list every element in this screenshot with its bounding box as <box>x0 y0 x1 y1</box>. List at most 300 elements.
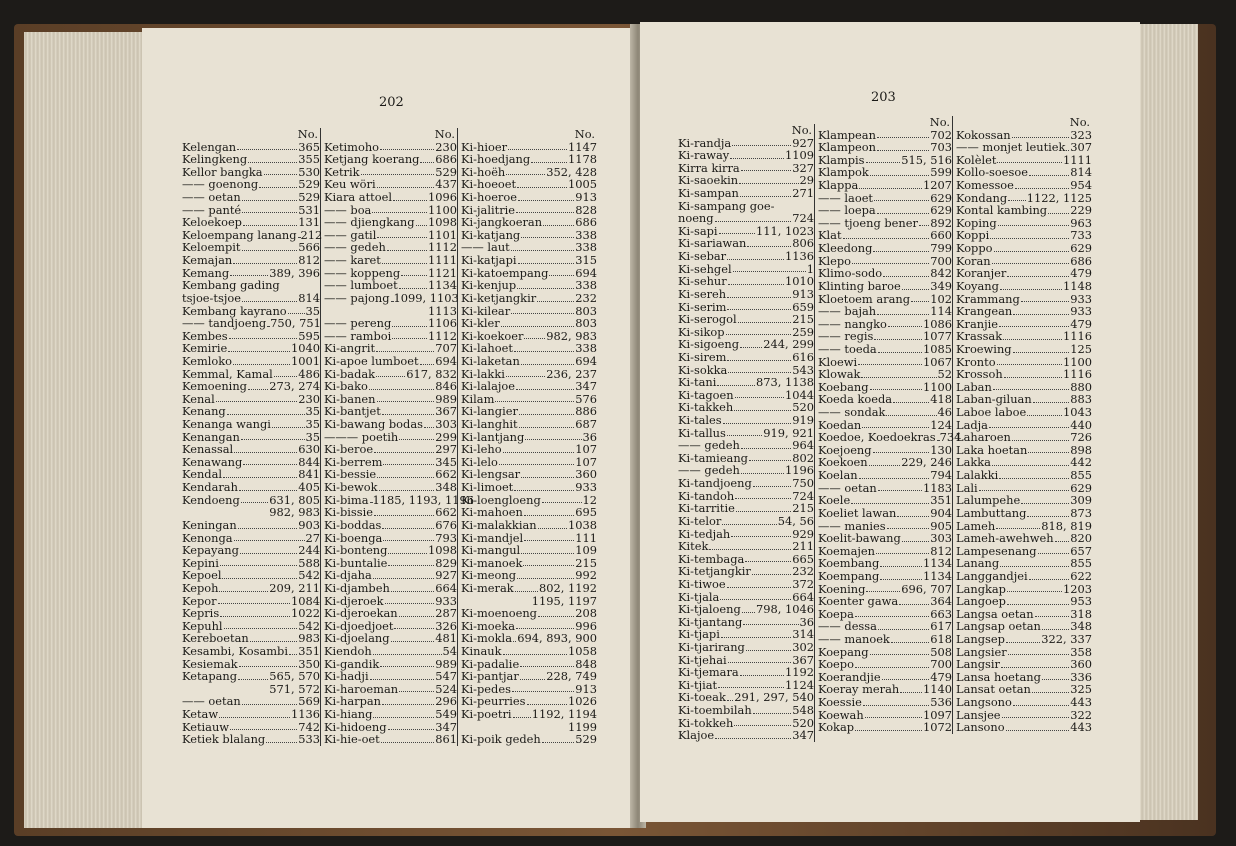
leader-dots <box>877 129 929 139</box>
entry-number: 347 <box>792 728 814 743</box>
entry-name: Ki-serim <box>678 299 727 314</box>
index-entry <box>461 153 597 166</box>
entry-number: 12 <box>582 492 597 507</box>
index-entry <box>956 469 1092 482</box>
entry-number: 703 <box>930 140 952 155</box>
leader-dots <box>376 342 434 352</box>
leader-dots <box>385 595 435 605</box>
entry-name: Ki-tokkeh <box>678 715 734 730</box>
leader-dots <box>462 721 567 731</box>
entry-name: Ki-langhit <box>461 417 518 432</box>
index-entry <box>818 430 962 445</box>
leader-dots <box>851 494 929 504</box>
entry-name: Ketrik <box>324 164 360 179</box>
leader-dots <box>1028 444 1069 454</box>
entry-number: 861 <box>435 732 457 747</box>
leader-dots <box>183 506 268 516</box>
leader-dots <box>989 419 1069 429</box>
index-entry <box>818 368 952 381</box>
leader-dots <box>531 153 567 163</box>
index-entry <box>956 242 1092 255</box>
entry-name: Kranjie <box>956 316 998 331</box>
entry-number: 873, 1138 <box>756 375 814 390</box>
entry-number: 1199 <box>568 719 597 734</box>
entry-number: 314 <box>792 627 814 642</box>
entry-name: Klowak <box>818 367 861 382</box>
entry-number: 1112 <box>428 240 457 255</box>
entry-name: Koepa <box>818 606 854 621</box>
entry-number: 622 <box>1070 568 1092 583</box>
leader-dots <box>1008 646 1070 656</box>
entry-number: 531 <box>298 202 320 217</box>
leader-dots <box>721 628 791 638</box>
entry-name: —— koppeng <box>324 265 401 280</box>
entry-number: 1077 <box>923 329 952 344</box>
entry-number: 229 <box>1070 203 1092 218</box>
entry-number: 515, 516 <box>901 152 952 167</box>
index-entry <box>324 519 457 532</box>
leader-dots <box>382 405 434 415</box>
leader-dots <box>233 355 290 365</box>
index-entry <box>818 595 952 608</box>
index-entry <box>461 317 597 330</box>
entry-name: Krangean <box>956 304 1013 319</box>
entry-number: 694 <box>575 353 597 368</box>
leader-dots <box>223 468 297 478</box>
entry-name: —— lumboet <box>324 278 398 293</box>
leader-dots <box>877 204 930 214</box>
leader-dots <box>752 565 791 575</box>
leader-dots <box>1012 431 1069 441</box>
leader-dots <box>873 242 929 252</box>
index-entry <box>182 670 320 683</box>
entry-name: Koele <box>818 493 851 508</box>
entry-number: 1022 <box>291 606 320 621</box>
entry-name: Koppi <box>956 228 990 243</box>
leader-dots <box>1001 658 1069 668</box>
entry-name: Ki-hadji <box>324 669 369 684</box>
leader-dots <box>882 671 930 681</box>
leader-dots <box>1002 709 1070 719</box>
leader-dots <box>902 532 929 542</box>
leader-dots <box>728 654 792 664</box>
leader-dots <box>372 204 427 214</box>
entry-number: 694 <box>575 265 597 280</box>
entry-number: 1058 <box>568 643 597 658</box>
index-entry <box>324 544 457 557</box>
entry-number: 933 <box>575 480 597 495</box>
entry-number: 1147 <box>568 139 597 154</box>
leader-dots <box>238 670 268 680</box>
entry-name: Ki-tiwoe <box>678 576 726 591</box>
leader-dots <box>416 216 427 226</box>
leader-dots <box>542 733 575 743</box>
entry-name: —— pereng <box>324 316 392 331</box>
entry-name: Ki-limoet <box>461 480 514 495</box>
entry-number: 1101 <box>428 227 457 242</box>
leader-dots <box>880 570 922 580</box>
leader-dots <box>374 506 434 516</box>
leader-dots <box>1021 494 1069 504</box>
entry-number: 35 <box>305 303 320 318</box>
index-entry <box>324 153 457 166</box>
leader-dots <box>538 607 574 617</box>
entry-number: 842 <box>930 266 952 281</box>
entry-number: 536 <box>930 695 952 710</box>
leader-dots <box>520 670 546 680</box>
entry-number: 599 <box>930 165 952 180</box>
left-page <box>142 28 637 828</box>
index-entry <box>324 418 457 431</box>
entry-number: 325 <box>1070 682 1092 697</box>
entry-name: —— nangko <box>818 316 887 331</box>
entry-name: Laboe laboe <box>956 405 1027 420</box>
entry-name: Ki-poik gedeh <box>461 732 541 747</box>
entry-number: 367 <box>792 652 814 667</box>
entry-number: 687 <box>575 417 597 432</box>
leader-dots <box>517 178 567 188</box>
leader-dots <box>1038 545 1070 555</box>
entry-name: Ki-malakkian <box>461 517 537 532</box>
entry-number: 953 <box>1070 594 1092 609</box>
leader-dots <box>997 154 1062 164</box>
entry-number: 418 <box>930 392 952 407</box>
leader-dots <box>718 679 784 689</box>
page-edges-right <box>1136 24 1198 820</box>
entry-number: 54, 56 <box>777 513 814 528</box>
entry-name: Langsir <box>956 657 1000 672</box>
entry-name: Krassak <box>956 329 1003 344</box>
entry-number: 351 <box>930 493 952 508</box>
entry-number: 1113 <box>428 303 457 318</box>
entry-name: Kiendoh <box>324 643 372 658</box>
entry-name: Kereboetan <box>182 631 249 646</box>
column-header: No. <box>574 127 595 141</box>
entry-number: 232 <box>575 290 597 305</box>
index-entry <box>461 355 597 368</box>
entry-number: 566 <box>298 240 320 255</box>
index-entry <box>324 443 457 456</box>
entry-name: Ki-katjapi <box>461 253 517 268</box>
leader-dots <box>727 250 784 260</box>
leader-dots <box>740 187 791 197</box>
entry-number: 1134 <box>923 568 952 583</box>
entry-number: 905 <box>930 518 952 533</box>
entry-name: Kendal <box>182 467 223 482</box>
index-entry <box>324 582 457 595</box>
entry-number: 799 <box>930 241 952 256</box>
entry-name: Ki-hoeoet <box>461 177 517 192</box>
entry-number: 1096 <box>428 190 457 205</box>
page-number: 202 <box>379 95 404 110</box>
leader-dots <box>1012 129 1070 139</box>
entry-name: Ki-takkeh <box>678 400 734 415</box>
index-entry <box>182 519 320 532</box>
leader-dots <box>886 406 936 416</box>
entry-name: Klat <box>818 228 842 243</box>
leader-dots <box>230 267 268 277</box>
entry-name: Ki-harpan <box>324 694 381 709</box>
index-entry <box>324 191 457 204</box>
entry-number: 309 <box>1070 493 1092 508</box>
entry-name: —— laoet <box>818 190 874 205</box>
leader-dots <box>392 317 427 327</box>
leader-dots <box>266 733 297 743</box>
entry-name: —— ramboi <box>324 328 392 343</box>
leader-dots <box>874 330 922 340</box>
entry-name: Kemoening <box>182 379 247 394</box>
entry-number: 1043 <box>1063 405 1092 420</box>
entry-number: 130 <box>930 442 952 457</box>
leader-dots <box>392 330 427 340</box>
index-entry <box>324 607 457 620</box>
entry-name: Lampesenang <box>956 543 1037 558</box>
leader-dots <box>753 704 792 714</box>
entry-name: —— gedeh <box>678 438 740 453</box>
entry-name: —— tjoeng bener <box>818 215 918 230</box>
leader-dots <box>919 217 929 227</box>
leader-dots <box>861 368 936 378</box>
entry-name: —— bajah <box>818 304 877 319</box>
entry-name: Kelingkeng <box>182 152 248 167</box>
entry-name: Kenal <box>182 391 215 406</box>
entry-number: 529 <box>575 732 597 747</box>
entry-number: 964 <box>792 438 814 453</box>
leader-dots <box>248 153 297 163</box>
entry-name: Klappa <box>818 178 859 193</box>
entry-name: Ki-randja <box>678 135 732 150</box>
entry-name: Ki-ketjangkir <box>461 290 537 305</box>
entry-name: Koewah <box>818 707 864 722</box>
entry-name: Kepini <box>182 555 219 570</box>
entry-number: 440 <box>1070 417 1092 432</box>
index-entry <box>818 633 952 646</box>
leader-dots <box>720 591 791 601</box>
entry-name: Kleedong <box>818 241 873 256</box>
leader-dots <box>743 616 798 626</box>
leader-dots <box>424 418 434 428</box>
entry-name: Ki-toembilah <box>678 703 752 718</box>
index-entry <box>324 670 457 683</box>
leader-dots <box>373 708 434 718</box>
entry-name: Ki-bewok <box>324 480 378 495</box>
entry-number: 676 <box>435 517 457 532</box>
entry-number: 883 <box>1070 392 1092 407</box>
entry-name: Ki-tjaloeng <box>678 602 741 617</box>
entry-name: Kroewing <box>956 341 1012 356</box>
index-entry <box>461 191 597 204</box>
index-column-1 <box>678 124 815 742</box>
entry-name: Kenawang <box>182 454 243 469</box>
entry-number: 479 <box>1070 316 1092 331</box>
leader-dots <box>996 520 1040 530</box>
leader-dots <box>381 733 435 743</box>
entry-name: Koerandjie <box>818 669 881 684</box>
index-entry <box>818 696 952 709</box>
entry-name: Ki-telor <box>678 513 722 528</box>
leader-dots <box>998 217 1070 227</box>
entry-name: Langsier <box>956 644 1007 659</box>
entry-name: Ki-tjehai <box>678 652 727 667</box>
leader-dots <box>243 216 297 226</box>
entry-number: 1136 <box>291 707 320 722</box>
entry-name: —— djiengkang <box>324 215 415 230</box>
leader-dots <box>513 632 516 642</box>
index-entry <box>324 317 457 330</box>
entry-number: 327 <box>792 160 814 175</box>
leader-dots <box>1013 696 1069 706</box>
entry-name: Ki-buntalie <box>324 555 388 570</box>
leader-dots <box>379 481 435 491</box>
entry-number: 662 <box>435 505 457 520</box>
index-entry <box>324 506 457 519</box>
entry-name: Ki-apoe lumboet <box>324 353 419 368</box>
entry-number: 215 <box>792 312 814 327</box>
leader-dots <box>709 540 791 550</box>
index-column-3 <box>956 116 1092 734</box>
entry-name: Ki-sokka <box>678 362 728 377</box>
index-entry <box>678 502 814 515</box>
entry-number: 989 <box>435 391 457 406</box>
leader-dots <box>549 267 574 277</box>
index-entry <box>461 607 597 620</box>
index-entry <box>956 570 1092 583</box>
leader-dots <box>420 153 434 163</box>
entry-number: 1026 <box>568 694 597 709</box>
entry-name: Ki-kilear <box>461 303 511 318</box>
leader-dots <box>382 695 434 705</box>
entry-number: 665 <box>792 551 814 566</box>
index-entry <box>461 670 597 683</box>
leader-dots <box>742 603 755 613</box>
leader-dots <box>520 658 574 668</box>
index-entry <box>678 250 814 263</box>
entry-name: Kembang gading <box>182 278 280 293</box>
leader-dots <box>878 620 929 630</box>
leader-dots <box>382 254 427 264</box>
leader-dots <box>516 204 574 214</box>
entry-name: Ketiek blalang <box>182 732 266 747</box>
entry-number: 1100 <box>428 202 457 217</box>
entry-name: Kronto <box>956 354 996 369</box>
entry-name: Kemirie <box>182 341 228 356</box>
entry-name: Langsep <box>956 631 1005 646</box>
entry-number: 338 <box>575 227 597 242</box>
leader-dots <box>219 582 268 592</box>
leader-dots <box>727 351 791 361</box>
entry-name: Lansono <box>956 720 1005 735</box>
entry-name: Langoep <box>956 594 1006 609</box>
index-entry <box>956 141 1092 154</box>
entry-number: 844 <box>298 454 320 469</box>
entry-name: Kilam <box>461 391 495 406</box>
leader-dots <box>990 229 1069 239</box>
entry-number: 296 <box>435 694 457 709</box>
entry-number: 54 <box>442 643 457 658</box>
entry-name: —— karet <box>324 253 381 268</box>
entry-number: 927 <box>435 568 457 583</box>
entry-name: Koejoeng <box>818 442 872 457</box>
entry-name: Ki-langier <box>461 404 518 419</box>
leader-dots <box>715 212 792 222</box>
entry-name: Kelengan <box>182 139 237 154</box>
entry-name: Ki-padalie <box>461 656 520 671</box>
leader-dots <box>723 414 792 424</box>
leader-dots <box>728 364 791 374</box>
leader-dots <box>370 670 435 680</box>
leader-dots <box>1008 192 1026 202</box>
entry-number: 1 <box>806 261 814 276</box>
entry-number: 724 <box>792 211 814 226</box>
entry-number: 933 <box>435 593 457 608</box>
leader-dots <box>503 443 575 453</box>
entry-name: Ki-hoëh <box>461 164 506 179</box>
index-entry <box>182 607 320 620</box>
index-entry <box>461 216 597 229</box>
index-entry <box>818 532 952 545</box>
entry-number: 35 <box>305 429 320 444</box>
entry-name: Kolèlet <box>956 152 997 167</box>
leader-dots <box>391 582 434 592</box>
leader-dots <box>399 683 434 693</box>
entry-name: Kellor bangka <box>182 164 263 179</box>
entry-name: Ki-tembaga <box>678 551 745 566</box>
leader-dots <box>858 356 922 366</box>
entry-number: 338 <box>575 278 597 293</box>
leader-dots <box>866 154 901 164</box>
entry-number: 1134 <box>923 556 952 571</box>
entry-name: Kenang <box>182 404 226 419</box>
leader-dots <box>753 477 791 487</box>
entry-number: 389, 396 <box>269 265 320 280</box>
entry-name: Koran <box>956 253 991 268</box>
entry-number: 303 <box>930 531 952 546</box>
leader-dots <box>501 317 575 327</box>
index-entry <box>324 254 457 267</box>
leader-dots <box>370 494 372 504</box>
leader-dots <box>514 342 574 352</box>
leader-dots <box>874 192 929 202</box>
entry-name: Ki-manoek <box>461 555 523 570</box>
leader-dots <box>216 393 298 403</box>
entry-number: 229, 246 <box>901 455 952 470</box>
entry-name: Laban-giluan <box>956 392 1032 407</box>
leader-dots <box>517 279 574 289</box>
leader-dots <box>462 595 531 605</box>
entry-number: 989 <box>435 656 457 671</box>
leader-dots <box>325 305 427 315</box>
entry-name: Kepor <box>182 593 217 608</box>
leader-dots <box>900 683 922 693</box>
leader-dots <box>388 544 427 554</box>
entry-name: Ki-merak <box>461 580 514 595</box>
entry-number: 892 <box>930 215 952 230</box>
entry-name: Ki-bima <box>324 492 369 507</box>
leader-dots <box>377 229 427 239</box>
leader-dots <box>242 204 297 214</box>
index-entry <box>678 187 814 200</box>
index-entry <box>678 313 814 326</box>
entry-number: 1086 <box>923 316 952 331</box>
leader-dots <box>727 427 762 437</box>
entry-number: 360 <box>575 467 597 482</box>
leader-dots <box>267 317 269 327</box>
entry-name: Ki-djaha <box>324 568 372 583</box>
leader-dots <box>1066 141 1069 151</box>
entry-number: 954 <box>1070 178 1092 193</box>
entry-name: Ki-tetjangkir <box>678 564 751 579</box>
leader-dots <box>264 166 298 176</box>
